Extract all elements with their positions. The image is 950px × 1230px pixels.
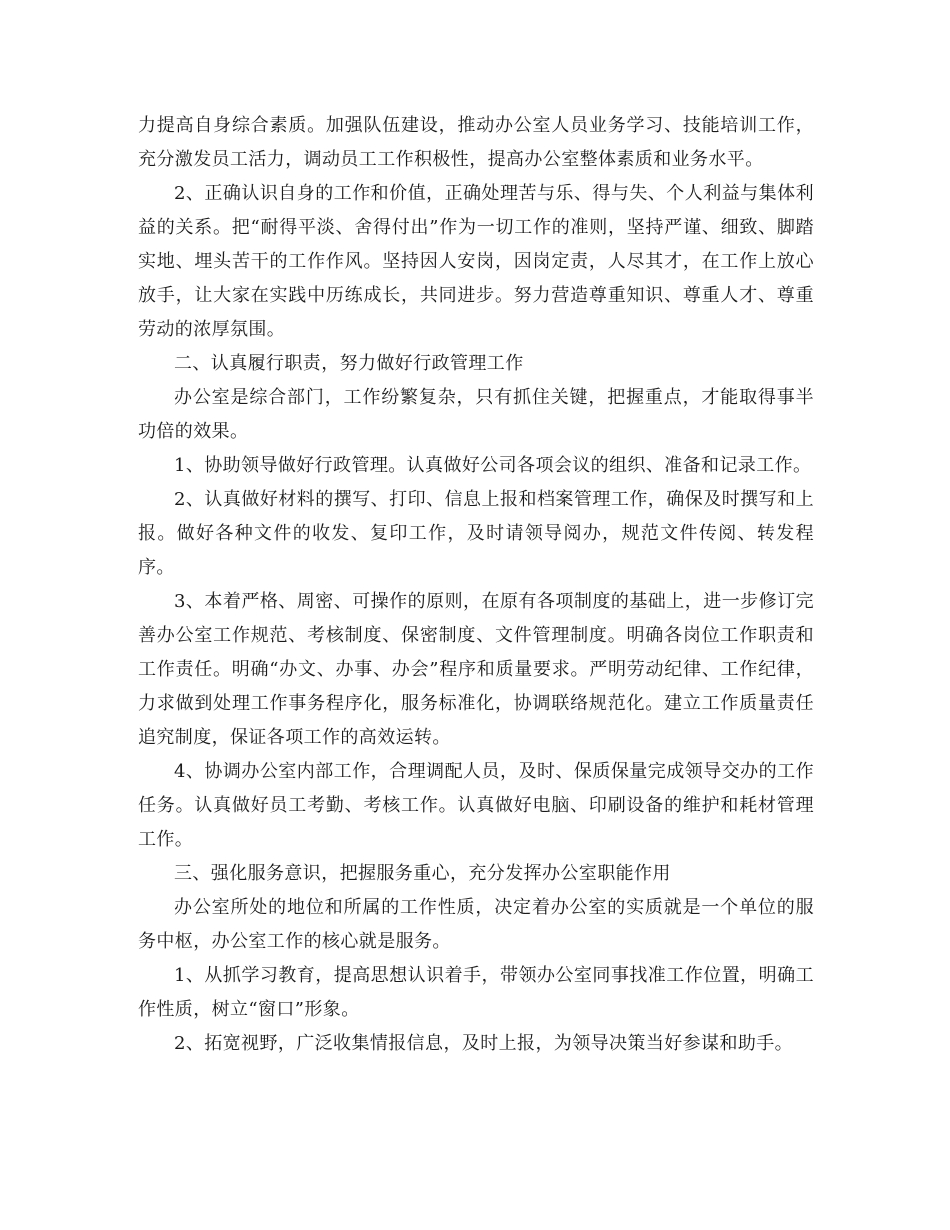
paragraph-item-4-coordination: 4、协调办公室内部工作，合理调配人员，及时、保质保量完成领导交办的工作任务。认真做好员工考勤、考核工作。认真做好电脑、印刷设备的维护和耗材管理工作。 <box>138 761 814 850</box>
paragraph-item-3-rules: 3、本着严格、周密、可操作的原则，在原有各项制度的基础上，进一步修订完善办公室工作规范、考核制度、保密制度、文件管理制度。明确各岗位工作职责和工作责任。明确“办文、办事、办会”程序和质量要求。严明劳动纪律、工作纪律，力求做到处理工作事务程序化，服务标准化，协调联络规范化。建立工作质量责任追究制度，保证各项工作的高效运转。 <box>138 591 814 748</box>
paragraph-item-1-admin: 1、协助领导做好行政管理。认真做好公司各项会议的组织、准备和记录工作。 <box>174 455 812 476</box>
paragraph-section-3-intro: 办公室所处的地位和所属的工作性质，决定着办公室的实质就是一个单位的服务中枢，办公室工作的核心就是服务。 <box>138 897 814 952</box>
paragraph-section-2-intro: 办公室是综合部门，工作纷繁复杂，只有抓住关键，把握重点，才能取得事半功倍的效果。 <box>138 387 814 442</box>
document-body <box>138 109 814 1061</box>
paragraph-continuation: 力提高自身综合素质。加强队伍建设，推动办公室人员业务学习、技能培训工作，充分激发员工活力，调动员工工作积极性，提高办公室整体素质和业务水平。 <box>138 115 814 170</box>
section-heading-3: 三、强化服务意识，把握服务重心，充分发挥办公室职能作用 <box>174 863 671 884</box>
paragraph-item-2-information: 2、拓宽视野，广泛收集情报信息，及时上报，为领导决策当好参谋和助手。 <box>174 1033 794 1054</box>
paragraph-item-1-learning: 1、从抓学习教育，提高思想认识着手，带领办公室同事找准工作位置，明确工作性质，树立“窗口”形象。 <box>138 965 814 1020</box>
section-heading-2: 二、认真履行职责，努力做好行政管理工作 <box>174 353 524 374</box>
paragraph-item-2-materials: 2、认真做好材料的撰写、打印、信息上报和档案管理工作，确保及时撰写和上报。做好各种文件的收发、复印工作，及时请领导阅办，规范文件传阅、转发程序。 <box>138 489 814 578</box>
paragraph-item-2-values: 2、正确认识自身的工作和价值，正确处理苦与乐、得与失、个人利益与集体利益的关系。把“耐得平淡、舍得付出”作为一切工作的准则，坚持严谨、细致、脚踏实地、埋头苦干的工作作风。坚持因人安岗，因岗定责，人尽其才，在工作上放心放手，让大家在实践中历练成长，共同进步。努力营造尊重知识、尊重人才、尊重劳动的浓厚氛围。 <box>138 183 814 340</box>
